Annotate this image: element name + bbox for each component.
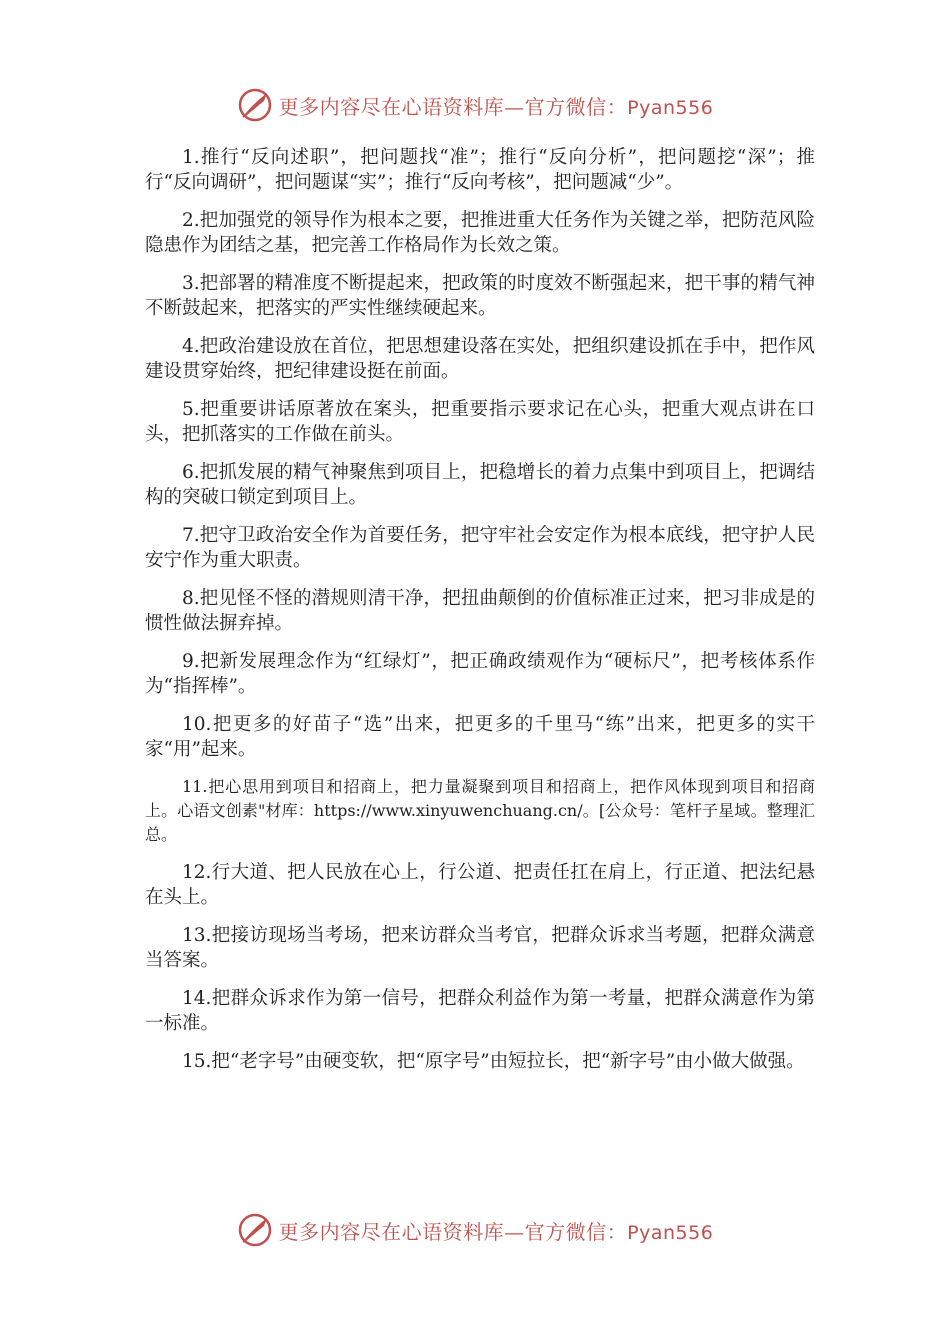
- list-item: 11.把心思用到项目和招商上，把力量凝聚到项目和招商上，把作风体现到项目和招商上。心语文创素"材库：https://www.xinyuwenchuang.cn/。[公众号：笔杆子星域。整理汇总。: [145, 777, 815, 844]
- list-item: 12.行大道、把人民放在心上，行公道、把责任扛在肩上，行正道、把法纪悬在头上。: [145, 862, 815, 908]
- header-wechat: Pyan556: [627, 96, 714, 119]
- header-banner: [0, 85, 950, 125]
- document-body: [145, 145, 815, 1087]
- header-text: 更多内容尽在心语资料库—官方微信：: [278, 94, 628, 119]
- footer-banner: [0, 1210, 950, 1250]
- list-item: 8.把见怪不怪的潜规则清干净，把扭曲颠倒的价值标准正过来，把习非成是的惯性做法摒弃掉。: [145, 588, 815, 634]
- pen-logo-icon: [237, 1212, 273, 1248]
- footer-text: 更多内容尽在心语资料库—官方微信：: [278, 1219, 628, 1244]
- list-item: 9.把新发展理念作为“红绿灯”，把正确政绩观作为“硬标尺”，把考核体系作为“指挥棒”。: [145, 651, 815, 697]
- footer-wechat: Pyan556: [627, 1221, 714, 1244]
- list-item: 3.把部署的精准度不断提起来，把政策的时度效不断强起来，把干事的精气神不断鼓起来，把落实的严实性继续硬起来。: [145, 273, 815, 319]
- list-item: 4.把政治建设放在首位，把思想建设落在实处，把组织建设抓在手中，把作风建设贯穿始终，把纪律建设挺在前面。: [145, 336, 815, 382]
- list-item: 15.把“老字号”由硬变软，把“原字号”由短拉长，把“新字号”由小做大做强。: [182, 1051, 805, 1072]
- list-item: 2.把加强党的领导作为根本之要，把推进重大任务作为关键之举，把防范风险隐患作为团结之基，把完善工作格局作为长效之策。: [145, 210, 815, 256]
- list-item: 6.把抓发展的精气神聚焦到项目上，把稳增长的着力点集中到项目上，把调结构的突破口锁定到项目上。: [145, 462, 815, 508]
- list-item: 10.把更多的好苗子“选”出来，把更多的千里马“练”出来，把更多的实干家“用”起来。: [145, 714, 815, 760]
- list-item: 5.把重要讲话原著放在案头，把重要指示要求记在心头，把重大观点讲在口头，把抓落实的工作做在前头。: [145, 399, 815, 445]
- list-item: 13.把接访现场当考场，把来访群众当考官，把群众诉求当考题，把群众满意当答案。: [145, 925, 815, 971]
- list-item: 1.推行“反向述职”，把问题找“准”；推行“反向分析”，把问题挖“深”；推行“反向调研”，把问题谋“实”；推行“反向考核”，把问题减“少”。: [145, 147, 815, 193]
- list-item: 14.把群众诉求作为第一信号，把群众利益作为第一考量，把群众满意作为第一标准。: [145, 988, 815, 1034]
- list-item: 7.把守卫政治安全作为首要任务，把守牢社会安定作为根本底线，把守护人民安宁作为重大职责。: [145, 525, 815, 571]
- pen-logo-icon: [237, 87, 273, 123]
